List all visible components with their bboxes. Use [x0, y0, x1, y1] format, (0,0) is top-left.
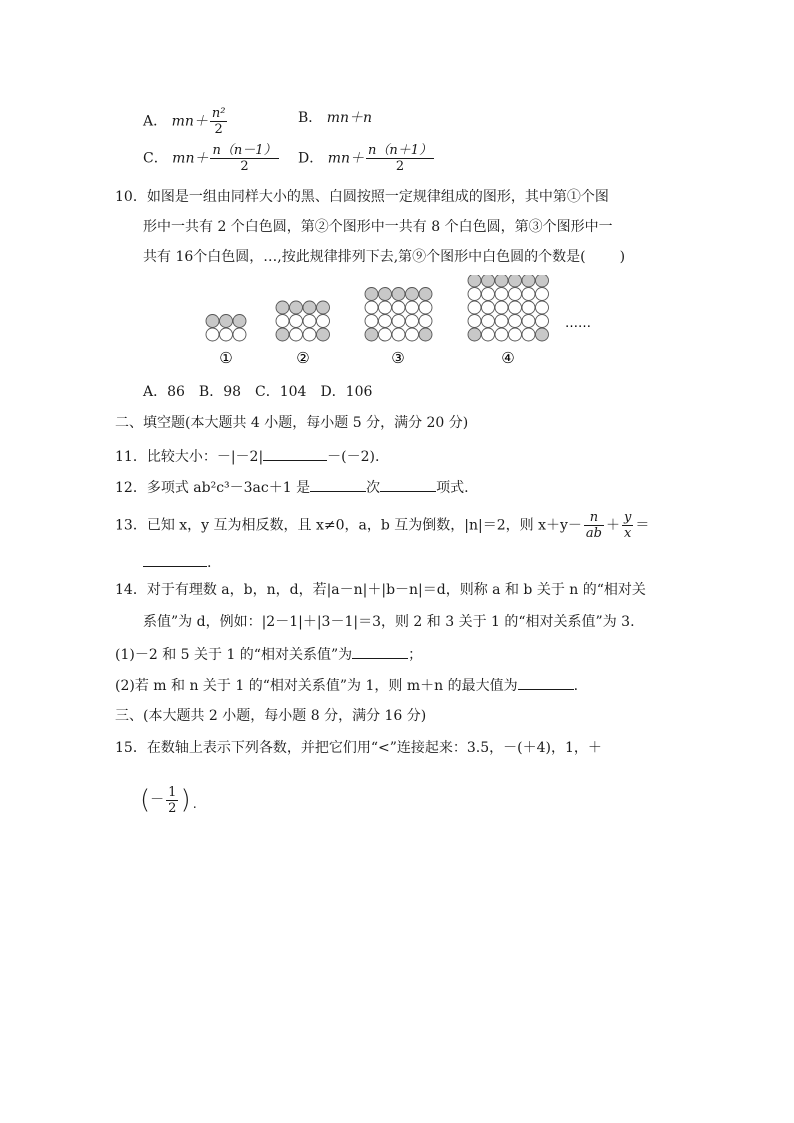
option-expr: mn＋n [326, 110, 373, 126]
gray-circle [276, 328, 289, 341]
q12 [115, 477, 469, 498]
q14-line2 [143, 612, 635, 632]
white-circle [522, 315, 535, 328]
answer-blank[interactable] [518, 675, 574, 690]
white-circle [419, 301, 432, 314]
section-heading: 二、填空题(本大题共 4 小题，每小题 5 分，满分 20 分) [115, 415, 469, 431]
white-circle [495, 328, 508, 341]
question-text: (2)若 m 和 n 关于 1 的“相对关系值”为 1，则 m＋n 的最大值为 [115, 678, 518, 694]
white-circle [482, 328, 495, 341]
option-expr: mn＋ [327, 150, 364, 167]
fraction [210, 143, 278, 174]
white-circle [406, 328, 419, 341]
question-number: 13． [115, 517, 147, 534]
white-circle [303, 315, 316, 328]
white-circle [468, 315, 481, 328]
question-number: 14． [115, 582, 147, 598]
white-circle [317, 315, 330, 328]
q10-line3 [143, 247, 625, 267]
fraction [584, 510, 604, 541]
gray-circle [468, 275, 481, 287]
question-number: 10． [115, 189, 147, 205]
q15-line1 [115, 738, 602, 758]
q9-option-b [298, 108, 372, 128]
white-circle [379, 315, 392, 328]
white-circle [419, 315, 432, 328]
fraction-denominator: 2 [395, 159, 405, 174]
fraction-numerator: n² [211, 106, 226, 121]
fraction-denominator: ab [585, 526, 602, 541]
option-list: A．86 B．98 C．104 D．106 [143, 384, 373, 400]
answer-blank[interactable] [352, 644, 408, 659]
section-3-heading [115, 706, 426, 726]
question-text: ； [408, 647, 423, 663]
fraction-denominator: x [623, 526, 632, 541]
question-number: 15． [115, 740, 147, 756]
gray-circle [317, 301, 330, 314]
option-expr: mn＋ [171, 113, 208, 130]
gray-circle [276, 301, 289, 314]
q10-options [143, 382, 372, 402]
answer-blank[interactable] [380, 477, 436, 492]
question-text: 在数轴上表示下列各数，并把它们用“<”连接起来：3.5，－(＋4)，1，＋ [146, 740, 602, 756]
q11 [115, 446, 379, 467]
white-circle [233, 328, 246, 341]
gray-circle [220, 315, 233, 328]
section-heading: 三、(本大题共 2 小题，每小题 8 分，满分 16 分) [115, 708, 427, 724]
question-text: 对于有理数 a，b，n，d，若|a－n|＋|b－n|＝d，则称 a 和 b 关于 n 的“相对关 [146, 582, 646, 598]
white-circle [509, 315, 522, 328]
q14-sub1 [115, 644, 422, 665]
question-text: (1)－2 和 5 关于 1 的“相对关系值”为 [115, 647, 353, 663]
fraction [166, 785, 178, 816]
white-circle [468, 301, 481, 314]
white-circle [468, 288, 481, 301]
section-2-heading [115, 413, 468, 433]
q9-option-a [143, 106, 229, 137]
white-circle [536, 288, 549, 301]
gray-circle [206, 315, 219, 328]
white-circle [392, 301, 405, 314]
fraction-numerator: 1 [168, 784, 177, 800]
white-circle [392, 315, 405, 328]
white-circle [206, 328, 219, 341]
gray-circle [509, 275, 522, 287]
q15-line2 [140, 780, 199, 820]
white-circle [276, 315, 289, 328]
fraction-denominator: 2 [168, 800, 177, 816]
q14-line1 [115, 580, 646, 600]
fraction-numerator: n（n－1） [212, 143, 277, 158]
fraction-denominator: 2 [214, 122, 223, 137]
q13 [115, 510, 649, 541]
question-text: 系值”为 d，例如：|2－1|＋|3－1|＝3，则 2 和 3 关于 1 的“相对关系值”为 3. [143, 614, 635, 630]
answer-paren-close: ) [619, 249, 626, 265]
white-circle [290, 315, 303, 328]
question-text: 如图是一组由同样大小的黑、白圆按照一定规律组成的图形，其中第①个图 [146, 189, 609, 205]
question-text: 项式. [436, 480, 469, 496]
circle-pattern-figure [200, 275, 640, 370]
q10-line2 [143, 217, 613, 237]
question-text: 次 [366, 480, 381, 496]
option-expr: mn＋ [172, 150, 209, 167]
operator: ＝ [635, 517, 650, 534]
figure-ellipsis: …… [565, 316, 591, 331]
paren-close: ). [180, 785, 199, 815]
gray-circle [495, 275, 508, 287]
white-circle [379, 301, 392, 314]
fraction [622, 510, 633, 541]
question-text: 多项式 ab²c³－3ac＋1 是 [146, 480, 311, 496]
white-circle [303, 328, 316, 341]
gray-circle [522, 275, 535, 287]
question-text: 比较大小：－|－2| [146, 449, 264, 465]
white-circle [290, 328, 303, 341]
white-circle [536, 301, 549, 314]
question-text: . [573, 678, 579, 694]
question-text: －(－2). [327, 449, 380, 465]
white-circle [482, 315, 495, 328]
white-circle [522, 328, 535, 341]
figure-label-3: ③ [391, 349, 405, 367]
fraction [366, 143, 434, 174]
white-circle [406, 301, 419, 314]
white-circle [495, 301, 508, 314]
figure-label-1: ① [219, 349, 233, 367]
fraction-denominator: 2 [240, 159, 249, 174]
q10-line1 [115, 187, 609, 207]
gray-circle [392, 288, 405, 301]
figure-label-2: ② [296, 349, 310, 367]
gray-circle [419, 328, 432, 341]
option-label: B． [298, 110, 323, 126]
white-circle [365, 301, 378, 314]
operator: ＋ [605, 517, 620, 534]
operator: － [150, 792, 165, 808]
fraction-numerator: n [584, 510, 604, 526]
q13-blank-line [143, 552, 211, 573]
gray-circle [536, 275, 549, 287]
white-circle [522, 301, 535, 314]
white-circle [509, 328, 522, 341]
fraction-numerator: y [623, 510, 632, 525]
white-circle [522, 288, 535, 301]
option-label: C． [143, 150, 168, 167]
white-circle [482, 288, 495, 301]
gray-circle [482, 275, 495, 287]
white-circle [392, 328, 405, 341]
gray-circle [365, 288, 378, 301]
gray-circle [233, 315, 246, 328]
q9-option-c [143, 143, 281, 174]
q9-option-d [298, 143, 436, 174]
white-circle [495, 288, 508, 301]
white-circle [365, 315, 378, 328]
white-circle [220, 328, 233, 341]
answer-blank[interactable] [143, 552, 207, 567]
gray-circle [468, 328, 481, 341]
question-text: 已知 x，y 互为相反数，且 x≠0，a，b 互为倒数，|n|＝2，则 x＋y－ [146, 517, 582, 534]
gray-circle [303, 301, 316, 314]
white-circle [495, 315, 508, 328]
gray-circle [379, 288, 392, 301]
gray-circle [290, 301, 303, 314]
question-text: 共有 16个白色圆，…,按此规律排列下去,第⑨个图形中白色圆的个数是( [143, 249, 586, 265]
fraction [210, 106, 228, 137]
option-label: A． [143, 113, 168, 130]
white-circle [536, 315, 549, 328]
question-number: 12． [115, 480, 147, 496]
white-circle [509, 301, 522, 314]
answer-blank[interactable] [310, 477, 366, 492]
gray-circle [419, 288, 432, 301]
question-number: 11． [115, 449, 147, 465]
white-circle [406, 315, 419, 328]
fraction-numerator: n（n＋1） [367, 143, 433, 158]
white-circle [509, 288, 522, 301]
paren-open: ( [140, 785, 151, 815]
option-label: D． [298, 150, 324, 167]
white-circle [379, 328, 392, 341]
white-circle [482, 301, 495, 314]
question-text: . [207, 555, 212, 571]
gray-circle [536, 328, 549, 341]
gray-circle [406, 288, 419, 301]
answer-blank[interactable] [263, 446, 327, 461]
question-text: 形中一共有 2 个白色圆，第②个图形中一共有 8 个白色圆，第③个图形中一 [143, 219, 613, 235]
q14-sub2 [115, 675, 578, 696]
gray-circle [317, 328, 330, 341]
gray-circle [365, 328, 378, 341]
figure-label-4: ④ [501, 349, 515, 367]
